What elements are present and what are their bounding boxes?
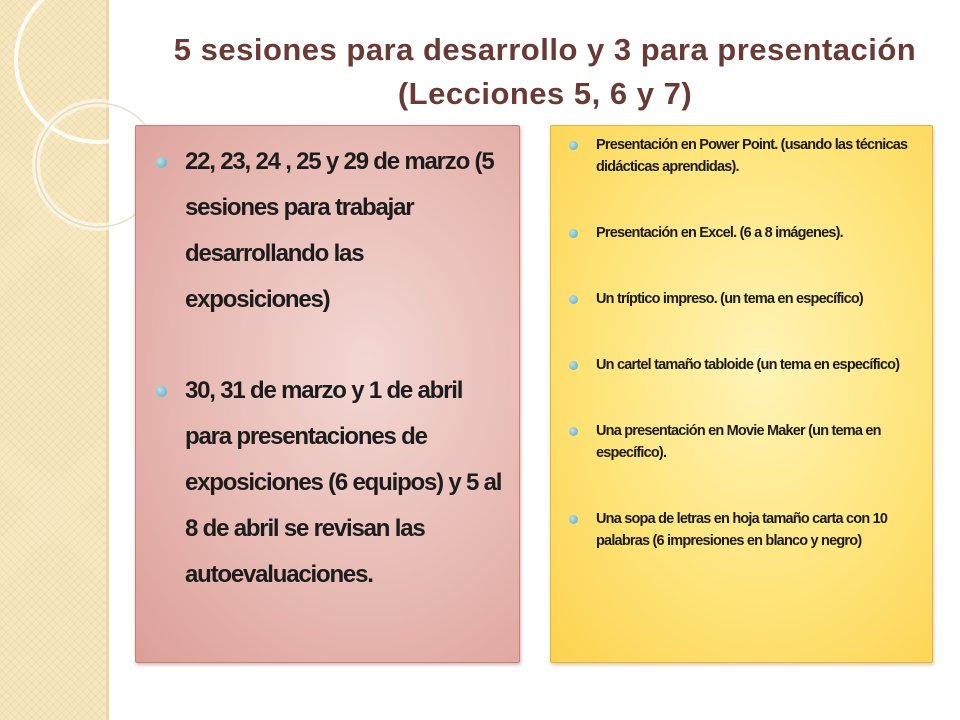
- list-item-text: Un cartel tamaño tabloide (un tema en específico): [596, 357, 900, 373]
- list-item-text: Una presentación en Movie Maker (un tema en específico).: [596, 423, 881, 461]
- bullet-icon: [569, 515, 578, 524]
- list-item: [569, 222, 909, 244]
- list-item: [569, 134, 909, 178]
- list-item: [569, 354, 909, 376]
- list-item-text: Una sopa de letras en hoja tamaño carta con 10 palabras (6 impresiones en blanco y negro): [596, 511, 888, 549]
- list-item: [156, 368, 506, 598]
- list-item-text: Un tríptico impreso. (un tema en específico): [596, 291, 863, 307]
- bullet-icon: [569, 295, 578, 304]
- list-item-text: Presentación en Excel. (6 a 8 imágenes).: [596, 225, 843, 241]
- bullet-icon: [569, 427, 578, 436]
- list-item-text: 22, 23, 24 , 25 y 29 de marzo (5 sesiones para trabajar desarrollando las exposiciones): [185, 148, 494, 313]
- list-item-text: 30, 31 de marzo y 1 de abril para presentaciones de exposiciones (6 equipos) y 5 al 8 de abril se revisan las autoevaluaciones.: [185, 377, 502, 588]
- slide-title: 5 sesiones para desarrollo y 3 para presentación (Lecciones 5, 6 y 7): [173, 32, 917, 111]
- list-item: [569, 288, 909, 310]
- schedule-panel: [135, 125, 520, 663]
- schedule-list: [156, 139, 506, 598]
- deliverables-list: [569, 134, 909, 552]
- bullet-icon: [156, 386, 167, 397]
- list-item-text: Presentación en Power Point. (usando las técnicas didácticas aprendidas).: [596, 137, 908, 175]
- bullet-icon: [569, 141, 578, 150]
- list-item: [569, 508, 909, 552]
- list-item: [156, 139, 506, 323]
- bullet-icon: [569, 361, 578, 370]
- bullet-icon: [569, 229, 578, 238]
- deliverables-panel: [550, 125, 933, 663]
- bullet-icon: [156, 157, 167, 168]
- list-item: [569, 420, 909, 464]
